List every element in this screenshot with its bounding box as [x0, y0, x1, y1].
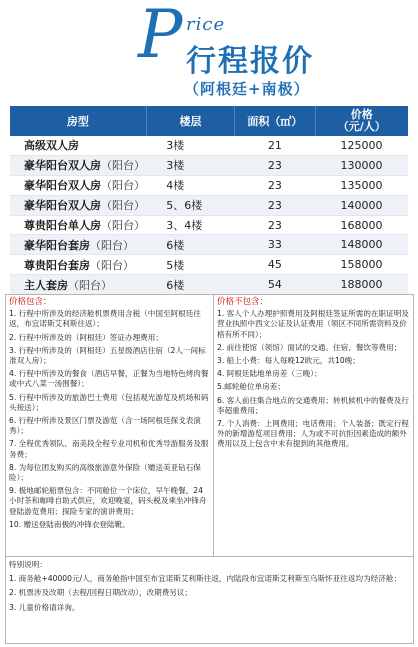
- special-notes-list: [6, 573, 413, 616]
- col-header-price-line: 价格: [350, 108, 373, 121]
- included-item: 9. 极地邮轮船票包含：不同舱位一个床位，早午晚餐，24小时茶和咖啡自助式供应，欢迎晚宴，码头税及乘坐冲锋舟登陆游览费用；探险专家的演讲费用；: [9, 486, 207, 516]
- room-balcony-note: （阳台）: [90, 238, 134, 252]
- price-included-list: [6, 308, 213, 532]
- cell-price: 148000: [315, 235, 408, 255]
- cell-floor: 6楼: [146, 275, 234, 295]
- cell-floor: 5楼: [146, 255, 234, 275]
- cell-price: 135000: [315, 175, 408, 195]
- excluded-item: 7. 个人消费：上网费用；电话费用；个人装备；既定行程外的新增游览项目费用；人为或不可抗拒因素造成的额外费用以及上包含中未有提到的其他费用。: [217, 419, 409, 449]
- cell-room-type: [10, 175, 146, 195]
- included-item: 3. 行程中所涉及的（阿根廷）五星级酒店住宿（2人一间标准双人房）；: [9, 345, 206, 366]
- table-row: [10, 136, 408, 155]
- col-header-floor: 楼层: [146, 106, 234, 136]
- excluded-item: 1. 客人个人办理护照费用及阿根廷签证所需的在职证明及营业执照中西文公证及认证费用（领区不同所需资料及价格有所不同）；: [217, 309, 409, 339]
- room-name: 高级双人房: [24, 139, 79, 153]
- cell-area: 23: [235, 215, 315, 235]
- price-table: [10, 106, 408, 295]
- room-balcony-note: （阳台）: [101, 179, 145, 193]
- cell-price: 140000: [315, 195, 408, 215]
- special-note-item: 3. 儿童价格请详询。: [9, 602, 80, 612]
- cell-area: 54: [235, 275, 315, 295]
- col-header-price: [315, 106, 408, 136]
- room-name: 豪华阳台双人房: [24, 159, 101, 173]
- table-row: [10, 275, 408, 295]
- cell-room-type: [10, 136, 146, 155]
- included-item: 5. 行程中所涉及的旅游巴士费用（包括观光游览及机场和码头接送）；: [9, 392, 209, 412]
- price-script-word: rice: [186, 14, 226, 35]
- cell-floor: 5、6楼: [146, 195, 234, 215]
- cell-floor: 3、4楼: [146, 215, 234, 235]
- excluded-item: 4. 阿根廷陆地单房差（三晚）；: [217, 369, 322, 379]
- cell-area: 23: [235, 195, 315, 215]
- cell-price: 168000: [315, 215, 408, 235]
- cell-price: 188000: [315, 275, 408, 295]
- room-name: 豪华阳台双人房: [24, 179, 101, 193]
- cell-area: 33: [235, 235, 315, 255]
- included-item: 1. 行程中所涉及的经济舱机票费用含税（中国至阿根廷往返，布宜诺斯艾利斯往返）；: [9, 309, 201, 329]
- table-row: [10, 195, 408, 215]
- included-item: 2. 行程中所涉及的（阿根廷）签证办理费用；: [9, 332, 163, 342]
- room-name: 尊贵阳台套房: [24, 258, 90, 272]
- cell-area: 23: [235, 175, 315, 195]
- table-row: [10, 215, 408, 235]
- cell-area: 23: [235, 155, 315, 175]
- col-header-area: 面积（㎡）: [235, 106, 315, 136]
- special-note-item: 1. 商务舱+40000元/人，商务舱指中国至布宜诺斯艾利斯往返，内陆段布宜诺斯艾利斯至乌斯怀亚往返均为经济舱；: [9, 574, 402, 584]
- table-row: [10, 175, 408, 195]
- included-item: 4. 行程中所涉及的餐食（酒店早餐，正餐为当地特色烤肉餐或中式八菜一汤围餐）；: [9, 369, 209, 389]
- price-excluded-heading: 价格不包含：: [217, 297, 269, 307]
- col-header-room-type: 房型: [10, 106, 146, 136]
- cell-price: 125000: [315, 136, 408, 155]
- cell-floor: 6楼: [146, 235, 234, 255]
- page-subtitle: （阿根廷+南极）: [184, 80, 310, 98]
- special-notes-box: [5, 556, 414, 644]
- cell-floor: 4楼: [146, 175, 234, 195]
- included-item: 7. 全程优秀领队、南美段全程专业司机和优秀导游服务及服务费；: [9, 439, 209, 459]
- room-name: 尊贵阳台单人房: [24, 219, 101, 232]
- excluded-item: 2. 前往使馆（领馆）面试的交通、住宿、餐饮等费用；: [217, 342, 402, 352]
- price-script-letter: P: [138, 0, 183, 73]
- included-item: 10. 赠送登陆南极的冲锋衣登陆靴。: [9, 519, 130, 529]
- cell-price: 130000: [315, 155, 408, 175]
- price-included-heading: 价格包含：: [9, 297, 52, 307]
- room-balcony-note: （阳台）: [101, 159, 145, 173]
- cell-price: 158000: [315, 255, 408, 275]
- room-name: 豪华阳台双人房: [24, 199, 101, 213]
- room-balcony-note: （阳台）: [90, 258, 134, 272]
- price-excluded-box: [213, 294, 414, 557]
- table-row: [10, 255, 408, 275]
- cell-room-type: [10, 275, 146, 295]
- room-balcony-note: （阳台）: [68, 278, 112, 292]
- special-notes-heading: 特别说明：: [9, 560, 47, 569]
- excluded-item: 5.邮轮舱位单房差；: [217, 382, 285, 392]
- price-excluded-list: [214, 308, 413, 451]
- price-included-box: [5, 294, 214, 557]
- room-name: 豪华阳台套房: [24, 238, 90, 252]
- table-header-row: [10, 106, 408, 136]
- room-name: 主人套房: [24, 278, 68, 292]
- cell-floor: 3楼: [146, 155, 234, 175]
- excluded-item: 3. 船上小费：每人每晚12欧元，共10晚；: [217, 356, 360, 366]
- table-row: [10, 155, 408, 175]
- included-item: 6. 行程中所涉及景区门票及游览（含一场阿根廷探戈表演秀）；: [9, 416, 201, 436]
- page-title: 行程报价: [186, 44, 314, 79]
- special-note-item: 2. 机票涉及改期（去程/回程日期改动），改期费另议；: [9, 588, 193, 598]
- cell-room-type: [10, 255, 146, 275]
- cell-room-type: [10, 195, 146, 215]
- cell-area: 45: [235, 255, 315, 275]
- room-balcony-note: （阳台）: [101, 219, 145, 232]
- cell-room-type: [10, 235, 146, 255]
- cell-room-type: [10, 215, 146, 235]
- cell-floor: 3楼: [146, 136, 234, 155]
- cell-room-type: [10, 155, 146, 175]
- cell-area: 21: [235, 136, 315, 155]
- excluded-item: 6. 客人前往集合地点的交通费用；转机候机中的餐费及行李超重费用；: [217, 395, 409, 415]
- room-balcony-note: （阳台）: [101, 199, 145, 213]
- included-item: 8. 为每位团友购买的高级旅游意外保险（赠送美亚钻石保险）；: [9, 462, 201, 483]
- table-row: [10, 235, 408, 255]
- col-header-price-line: （元/人）: [337, 120, 386, 133]
- header: [0, 0, 418, 110]
